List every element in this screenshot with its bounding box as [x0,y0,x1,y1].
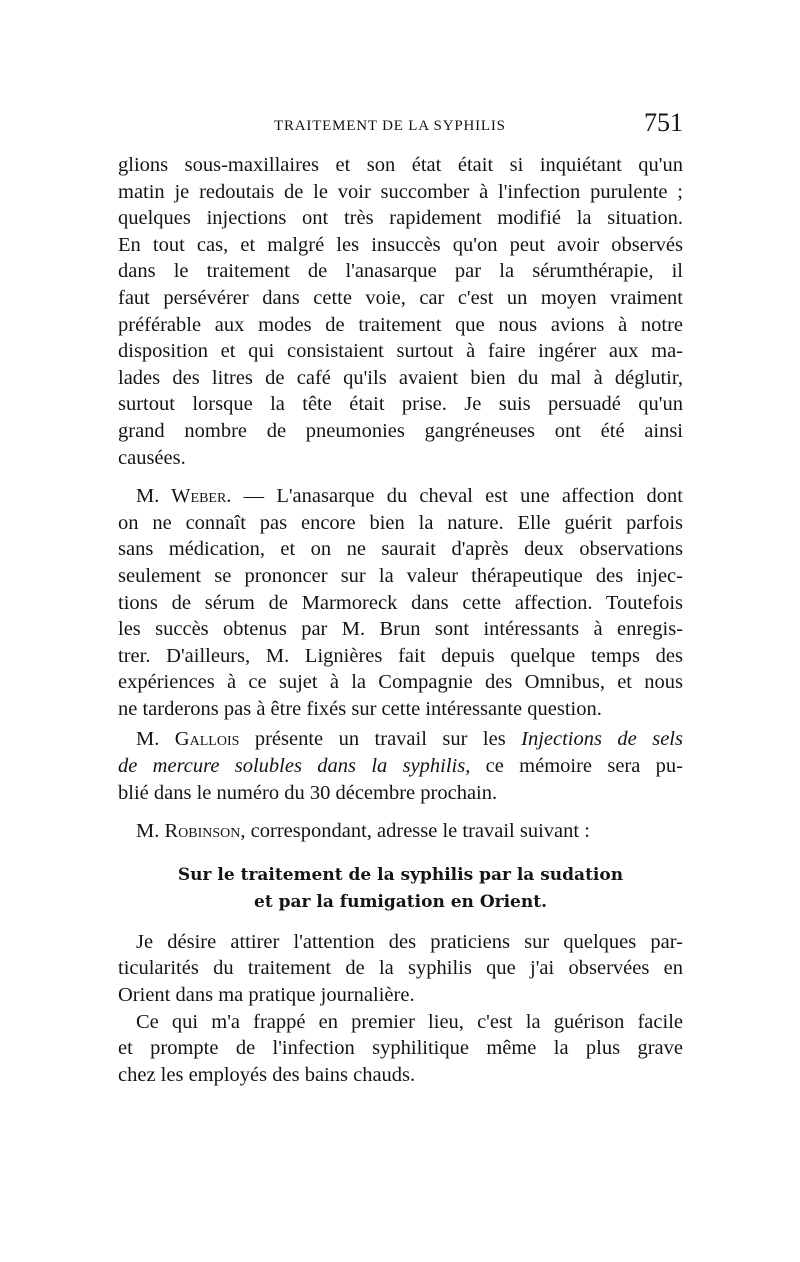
page-body [118,152,683,1088]
text-line: faut persévérer dans cette voie, car c'est un moyen vraiment [118,286,683,309]
section-title-line: Sur le traitement de la syphilis par la sudation [177,864,624,885]
text-line: Je désire attirer l'attention des praticiens sur quelques par- [136,930,683,953]
text-line: surtout lorsque la tête était prise. Je suis persuadé qu'un [118,393,683,416]
text-line: et prompte de l'infection syphilitique même la plus grave [118,1037,683,1060]
text-line: trer. D'ailleurs, M. Lignières fait depuis quelque temps des [118,644,683,667]
text-line [118,483,683,510]
text-line: ticularités du traitement de la syphilis que j'ai observées en [118,957,683,980]
text-line: les succès obtenus par M. Brun sont intéressants à enregis- [118,618,683,641]
text-run: — L'anasarque du cheval est une affection dont [231,485,683,508]
text-line: causées. [118,446,186,469]
page-header [118,108,683,142]
text-line: quelques injections ont très rapidement modifié la situation. [118,207,683,230]
text-line: dans le traitement de l'anasarque par la sérumthérapie, il [118,260,683,283]
text-line [118,818,683,845]
text-line: disposition et qui consistaient surtout à faire ingérer aux ma- [118,340,683,363]
text-line: lades des litres de café qu'ils avaient bien du mal à déglutir, [118,366,683,389]
page-number: 751 [644,108,683,137]
text-line: Ce qui m'a frappé en premier lieu, c'est la guérison facile [136,1010,683,1033]
paragraph-intro [118,929,683,1009]
text-run: correspondant, adresse le travail suivant : [245,820,590,843]
work-title: de mercure solubles dans la syphilis, [118,755,471,778]
text-line [118,753,683,780]
section-title [118,862,683,916]
speaker-name: M. Weber. [136,485,232,508]
text-line: grand nombre de pneumonies gangréneuses ont été ainsi [118,419,683,442]
text-line [118,726,683,753]
text-line: on ne connaît pas encore bien la nature. Elle guérit parfois [118,511,683,534]
text-line: blié dans le numéro du 30 décembre prochain. [118,781,498,804]
text-line: préférable aux modes de traitement que nous avions à notre [118,313,683,336]
text-line: tions de sérum de Marmoreck dans cette affection. Toutefois [118,591,683,614]
text-run: ce mémoire sera pu- [470,755,683,778]
text-line: En tout cas, et malgré les insuccès qu'on peut avoir observés [118,233,683,256]
text-line: seulement se prononcer sur la valeur thérapeutique des injec- [118,564,683,587]
text-line: expériences à ce sujet à la Compagnie des Omnibus, et nous [118,671,683,694]
running-title: TRAITEMENT DE LA SYPHILIS [274,118,506,134]
text-line: Orient dans ma pratique journalière. [118,984,415,1007]
paragraph-observation [118,1009,683,1089]
speaker-name: M. Robinson, [136,820,246,843]
text-line: matin je redoutais de le voir succomber à l'infection purulente ; [118,180,683,203]
paragraph-gallois [118,726,683,806]
speaker-name: M. Gallois [136,728,240,751]
text-line: sans médication, et on ne saurait d'après deux observations [118,538,683,561]
section-title-line: et par la fumigation en Orient. [254,891,547,912]
work-title: Injections de sels [521,728,683,751]
paragraph-anasarque-continued [118,152,683,471]
paragraph-weber [118,483,683,722]
text-line: glions sous-maxillaires et son état était si inquiétant qu'un [118,154,683,176]
text-line: chez les employés des bains chauds. [118,1063,416,1086]
paragraph-robinson [118,818,683,845]
text-line: ne tarderons pas à être fixés sur cette intéressante question. [118,697,602,720]
text-run: présente un travail sur les [239,728,522,751]
